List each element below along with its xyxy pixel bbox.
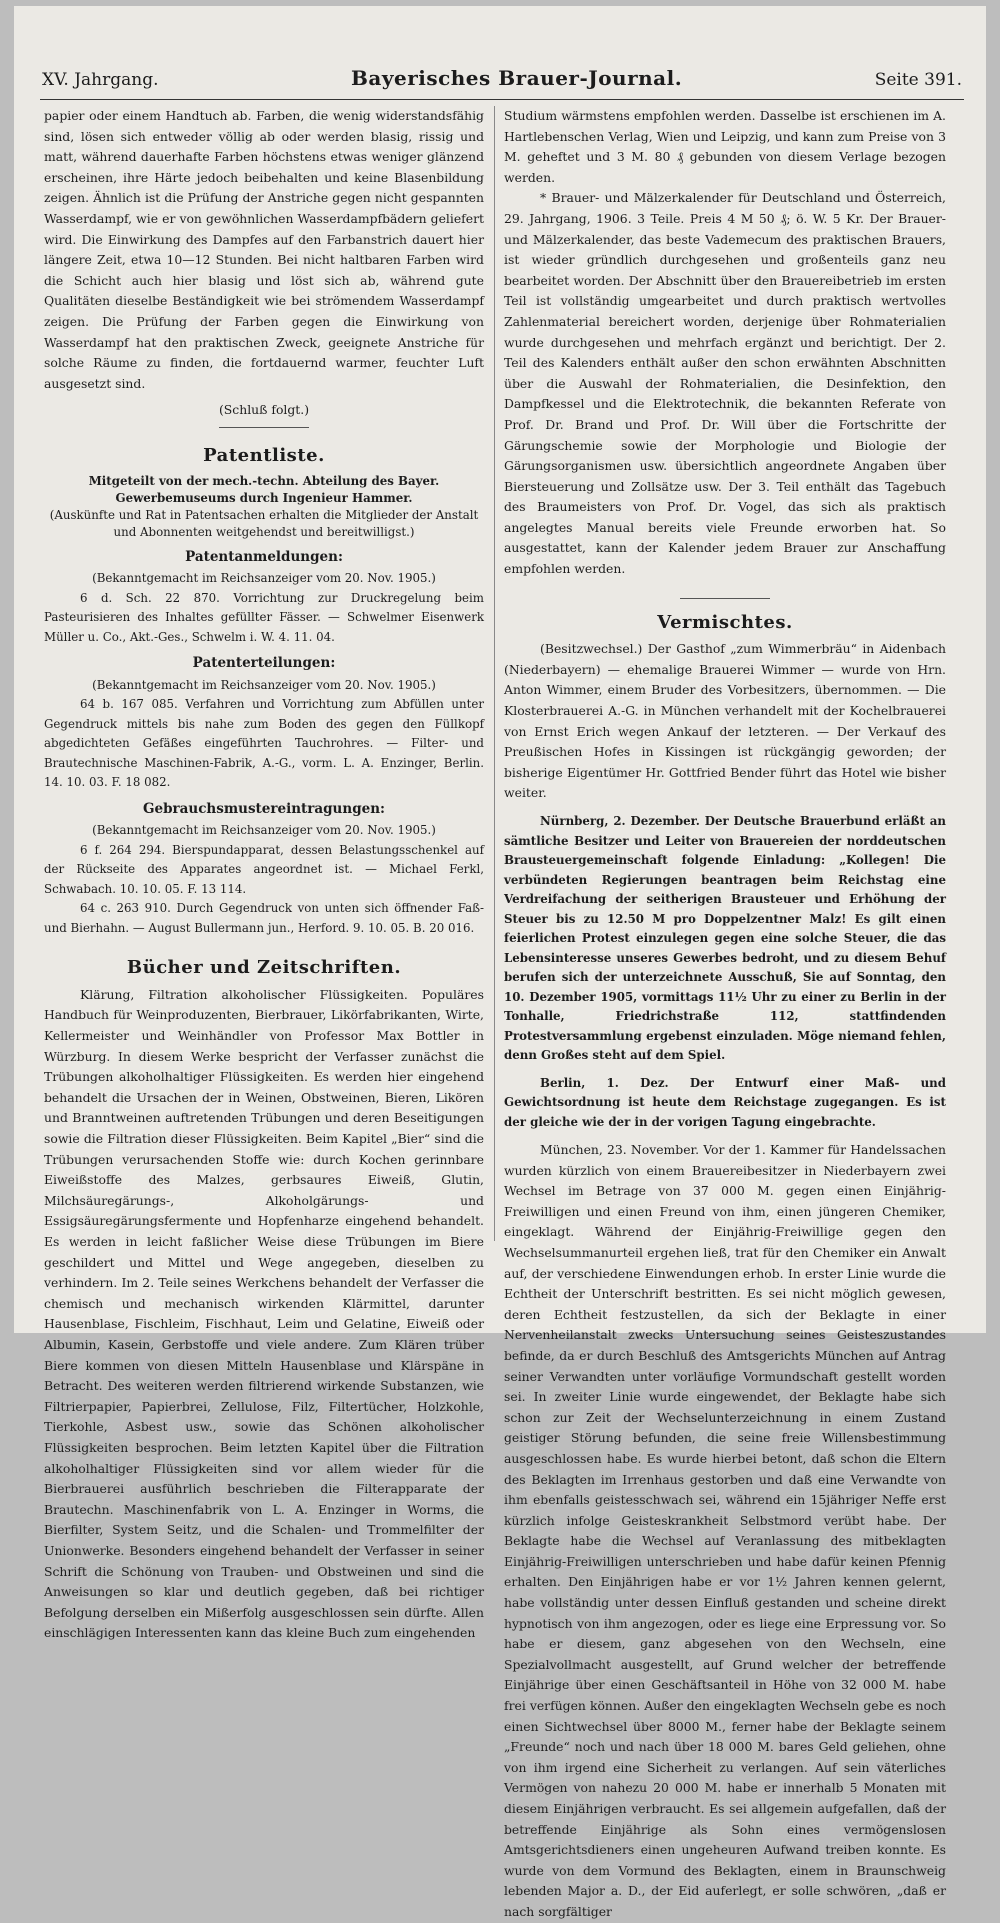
munich-report-paragraph: München, 23. November. Vor der 1. Kammer für Handelssachen wurden kürzlich von einem Brauereibesitzer in Niederbayern zwei Wechsel im Betrage von 37 000 M. gegen einen Einjährig-Freiwilligen und einen Freund von ihm, einen jüngeren Chemiker, eingeklagt. Während der Einjährig-Freiwillige gegen den Wechselsummanurteil ergehen ließ, trat für den Chemiker ein Anwalt auf, der verschiedene Einwendungen erhob. In erster Linie wurde die Echtheit der Unterschrift bestritten. Es sei nicht möglich gewesen, deren Echtheit festzustellen, da sich der Beklagte in einer Nervenheilanstalt zwecks Untersuchung seines Geisteszustandes befinde, da er durch Beschluß des Amtsgerichts München auf Antrag seiner Verwandten unter vorläufige Vormundschaft gestellt worden sei. In zweiter Linie wurde eingewendet, der Beklagte habe sich schon zur Zeit der Wechselunterzeichnung in einem Zustand geistiger Störung befunden, die seine freie Willensbestimmung ausgeschlossen habe. Es wurde hierbei betont, daß schon die Eltern des Beklagten im Irrenhaus gestorben und daß eine Verwandte von ihm ebenfalls geistesschwach sei, während ein 15jähriger Neffe erst kürzlich infolge Geisteskrankheit Selbstmord verübt habe. Der Beklagte habe die Wechsel auf Veranlassung des mitbeklagten Einjährig-Freiwilligen unterschrieben und habe dafür keinen Pfennig erhalten. Den Einjährigen habe er vor 1½ Jahren kennen gelernt, habe vollständig unter dessen Einfluß gestanden und scheine direkt hypnotisch von ihm angezogen, oder es liege eine Erpressung vor. So habe er diesem, ganz abgesehen von den Wechseln, eine Spezialvollmacht ausgestellt, auf Grund welcher der betreffende Einjährige über einen Geschäftsanteil in Höhe von 32 000 M. habe frei verfügen können. Außer den eingeklagten Wechseln gebe es noch einen Sichtwechsel über 8000 M., ferner habe der Beklagte seinem „Freunde“ noch und nach über 18 000 M. bares Geld geliehen, ohne von ihm irgend eine Sicherheit zu verlangen. Auf sein väterliches Vermögen von nahezu 20 000 M. habe er innerhalb 5 Monaten mit diesem Einjährigen verbraucht. Es sei allgemein aufgefallen, daß der betreffende Einjährige als Sohn eines vermögenslosen Amtsgerichtsdieners einen ungeheuren Aufwand treiben konnte. Es wurde von dem Vormund des Beklagten, einem in Braunschweig lebenden Major a. D., der Eid auferlegt, er solle schwören, „daß er nach sorgfältiger bbox=[504, 1142, 946, 1919]
header-rule bbox=[40, 99, 964, 100]
column-divider bbox=[494, 106, 495, 1241]
berlin-notice-paragraph: Berlin, 1. Dez. Der Entwurf einer Maß- und Gewichtsordnung ist heute dem Reichstage zugegangen. Es ist der gleiche wie der in der vorigen Tagung eingebrachte. bbox=[504, 1075, 946, 1129]
books-section-title: Bücher und Zeitschriften. bbox=[126, 957, 402, 979]
journal-title: Bayerisches Brauer-Journal. bbox=[350, 66, 683, 90]
patent-grants-source: (Bekanntgemacht im Reichsanzeiger vom 20. Nov. 1905.) bbox=[92, 677, 436, 692]
books-review-paragraph: Klärung, Filtration alkoholischer Flüssigkeiten. Populäres Handbuch für Weinproduzenten, Bierbrauer, Likörfabrikanten, Wirte, Kellermeister und Weinhändler von Professor Max Bottler in Würzburg. In diesem Werke bespricht der Verfasser zunächst die Trübungen alkoholhaltiger Flüssigkeiten. Es werden hier eingehend behandelt die Ursachen der in Weinen, Obstweinen, Bieren, Likören und Branntweinen auftretenden Trübungen und deren Beseitigungen sowie die Filtration dieser Flüssigkeiten. Beim Kapitel „Bier“ sind die Trübungen verursachenden Stoffe wie: durch Kochen gerinnbare Eiweißstoffe des Malzes, gerbsaures Eiweiß, Glutin, Milchsäuregärungs-, Alkoholgärungs- und Essigsäuregärungsfermente und Hopfenharze eingehend behandelt. Es werden in leicht faßlicher Weise diese Trübungen im Biere geschildert und Mittel und Wege angegeben, dieselben zu verhindern. Im 2. Teile seines Werkchens behandelt der Verfasser die chemisch und mechanisch wirkenden Klärmittel, darunter Hausenblase, Fischleim, Fischhaut, Leim und Gelatine, Eiweiß oder Albumin, Kasein, Gerbstoffe und viele andere. Zum Klären trüber Biere kommen von diesen Mitteln Hausenblase und Klärspäne in Betracht. Des weiteren werden filtrierend wirkende Substanzen, wie Filtrierpapier, Papierbrei, Zellulose, Filz, Filtertücher, Holzkohle, Tierkohle, Asbest usw., sowie das Schönen alkoholischer Flüssigkeiten besprochen. Beim letzten Kapitel über die Filtration alkoholhaltiger Flüssigkeiten sind vor allem wieder für die Bierbrauerei ausführlich beschrieben die Filterapparate der Brautechn. Maschinenfabrik von L. A. Enzinger in Worms, die Bierfilter, System Seitz, und die Schalen- und Trommelfilter der Unionwerke. Besonders eingehend behandelt der Verfasser in seiner Schrift die Schönung von Trauben- und Obstweinen und sind die Anweisungen so klar und deutlich gegeben, daß bei richtiger Befolgung derselben ein Mißerfolg ausgeschlossen sein dürfte. Allen einschlägigen Interessenten kann das kleine Buch zum eingehenden bbox=[44, 986, 484, 1641]
patent-applications-source: (Bekanntgemacht im Reichsanzeiger vom 20. Nov. 1905.) bbox=[92, 571, 436, 586]
patent-list-note: (Auskünfte und Rat in Patentsachen erhalten die Mitglieder der Anstalt und Abonnenten weitgehendst und bereitwilligst.) bbox=[49, 507, 479, 539]
left-column bbox=[44, 106, 484, 1644]
patent-grants-entry: 64 b. 167 085. Verfahren und Vorrichtung zum Abfüllen unter Gegendruck mittels bis nahe zum Boden des gegen den Füllkopf abgedichteten Gefäßes eingeführten Tauchrohres. — Filter- und Brautechnische Maschinen-Fabrik, A.-G., vorm. L. A. Enzinger, Berlin. 14. 10. 03. F. 18 082. bbox=[44, 697, 484, 790]
miscellany-title: Vermischtes. bbox=[657, 611, 793, 633]
intro-paragraph: papier oder einem Handtuch ab. Farben, die wenig widerstandsfähig sind, lösen sich entweder völlig ab oder werden blasig, rissig und matt, während dauerhafte Farben höchstens etwas weniger glänzend erscheinen, ihre Härte jedoch beibehalten und keine Blasenbildung zeigen. Ähnlich ist die Prüfung der Anstriche gegen nicht gespannten Wasserdampf, wie er von gewöhnlichen Wasserdampfbädern geliefert wird. Die Einwirkung des Dampfes auf den Farbanstrich dauert hier längere Zeit, etwa 10—12 Stunden. Bei nicht haltbaren Farben wird die Schicht auch hier blasig und löst sich ab, während gute Qualitäten dieselbe Beständigkeit wie bei strömendem Wasserdampf zeigen. Die Prüfung der Farben gegen die Einwirkung von Wasserdampf hat den praktischen Zweck, geeignete Anstriche für solche Räume zu finden, die fortdauernd warmer, feuchter Luft ausgesetzt sind. bbox=[44, 108, 484, 391]
separator bbox=[680, 598, 770, 599]
right-column bbox=[504, 106, 946, 1923]
volume-label: XV. Jahrgang. bbox=[42, 70, 159, 90]
utility-models-source: (Bekanntgemacht im Reichsanzeiger vom 20. Nov. 1905.) bbox=[92, 823, 436, 838]
page-header bbox=[42, 66, 962, 96]
patent-list-source: Mitgeteilt von der mech.-techn. Abteilung des Bayer. Gewerbemuseums durch Ingenieur Hammer. bbox=[88, 473, 440, 505]
books-review-continued: Studium wärmstens empfohlen werden. Dasselbe ist erschienen im A. Hartlebenschen Verlag, Wien und Leipzig, und kann zum Preise von 3 M. geheftet und 3 M. 80 ₰ gebunden von diesem Verlage bezogen werden. bbox=[504, 108, 946, 185]
patent-applications-entry: 6 d. Sch. 22 870. Vorrichtung zur Druckregelung beim Pasteurisieren des Inhaltes gefüllter Fässer. — Schwelmer Eisenwerk Müller u. Co., Akt.-Ges., Schwelm i. W. 4. 11. 04. bbox=[44, 590, 484, 644]
patent-applications-heading: Patentanmeldungen: bbox=[185, 548, 343, 565]
ownership-change-paragraph: (Besitzwechsel.) Der Gasthof „zum Wimmerbräu“ in Aidenbach (Niederbayern) — ehemalige Brauerei Wimmer — wurde von Hrn. Anton Wimmer, einem Bruder des Vorbesitzers, übernommen. — Die Klosterbrauerei A.-G. in München verhandelt mit der Kochelbrauerei von Ernst Erich wegen Ankauf der letzteren. — Der Verkauf des Preußischen Hofes in Kissingen ist rückgängig geworden; der bisherige Eigentümer Hr. Gottfried Bender führt das Hotel wie bisher weiter. bbox=[504, 641, 946, 801]
utility-models-entry-1: 6 f. 264 294. Bierspundapparat, dessen Belastungsschenkel auf der Rückseite des Apparates angeordnet ist. — Michael Ferkl, Schwabach. 10. 10. 05. F. 13 114. bbox=[44, 842, 484, 896]
separator bbox=[219, 427, 309, 428]
newspaper-page bbox=[14, 6, 986, 1919]
calendar-review-paragraph: * Brauer- und Mälzerkalender für Deutschland und Österreich, 29. Jahrgang, 1906. 3 Teile. Preis 4 M 50 ₰; ö. W. 5 Kr. Der Brauer- und Mälzerkalender, das beste Vademecum des praktischen Brauers, ist wieder gründlich durchgesehen und großenteils ganz neu bearbeitet worden. Der Abschnitt über den Brauereibetrieb im ersten Teil ist vollständig umgearbeitet und durch praktisch wertvolles Zahlenmaterial bereichert worden, derjenige über Rohmaterialien wurde durchgesehen und mehrfach ergänzt und berichtigt. Der 2. Teil des Kalenders enthält außer den schon erwähnten Abschnitten über die Auswahl der Rohmaterialien, die Desinfektion, den Dampfkessel und die Elektrotechnik, die bekannten Referate von Prof. Dr. Brand und Prof. Dr. Will über die Fortschritte der Gärungschemie sowie der Morphologie und Biologie der Gärungsorganismen usw. übersichtlich angeordnete Angaben über Biersteuerung und Zollsätze usw. Der 3. Teil enthält das Tagebuch des Braumeisters von Prof. Dr. Vogel, das sich als praktisch angelegtes Manual bereits viele Freunde erworben hat. So ausgestattet, kann der Kalender jedem Brauer zur Anschaffung empfohlen werden. bbox=[504, 190, 946, 577]
utility-models-entry-2: 64 c. 263 910. Durch Gegendruck von unten sich öffnender Faß- und Bierhahn. — August Bullermann jun., Herford. 9. 10. 05. B. 20 016. bbox=[44, 901, 484, 935]
utility-models-heading: Gebrauchsmustereintragungen: bbox=[142, 800, 386, 817]
nuremberg-notice-paragraph: Nürnberg, 2. Dezember. Der Deutsche Brauerbund erläßt an sämtliche Besitzer und Leiter von Brauereien der norddeutschen Brausteuergemeinschaft folgende Einladung: „Kollegen! Die verbündeten Regierungen beantragen beim Reichstag eine Verdreifachung der seitherigen Brausteuer und Erhöhung der Steuer bis zu 12.50 M pro Doppelzentner Malz! Es gilt einen feierlichen Protest einzulegen gegen eine solche Steuer, die das Lebensinteresse unseres Gewerbes bedroht, und zu diesem Behuf berufen sich der unterzeichnete Ausschuß, Sie auf Sonntag, den 10. Dezember 1905, vormittags 11½ Uhr zu einer zu Berlin in der Tonhalle, Friedrichstraße 112, stattfindenden Protestversammlung ergebenst einzuladen. Möge niemand fehlen, denn Großes steht auf dem Spiel. bbox=[504, 814, 946, 1062]
continued-note: (Schluß folgt.) bbox=[218, 402, 310, 418]
patent-list-title: Patentliste. bbox=[203, 444, 325, 466]
patent-grants-heading: Patenterteilungen: bbox=[192, 655, 336, 672]
page-number: Seite 391. bbox=[874, 70, 962, 90]
